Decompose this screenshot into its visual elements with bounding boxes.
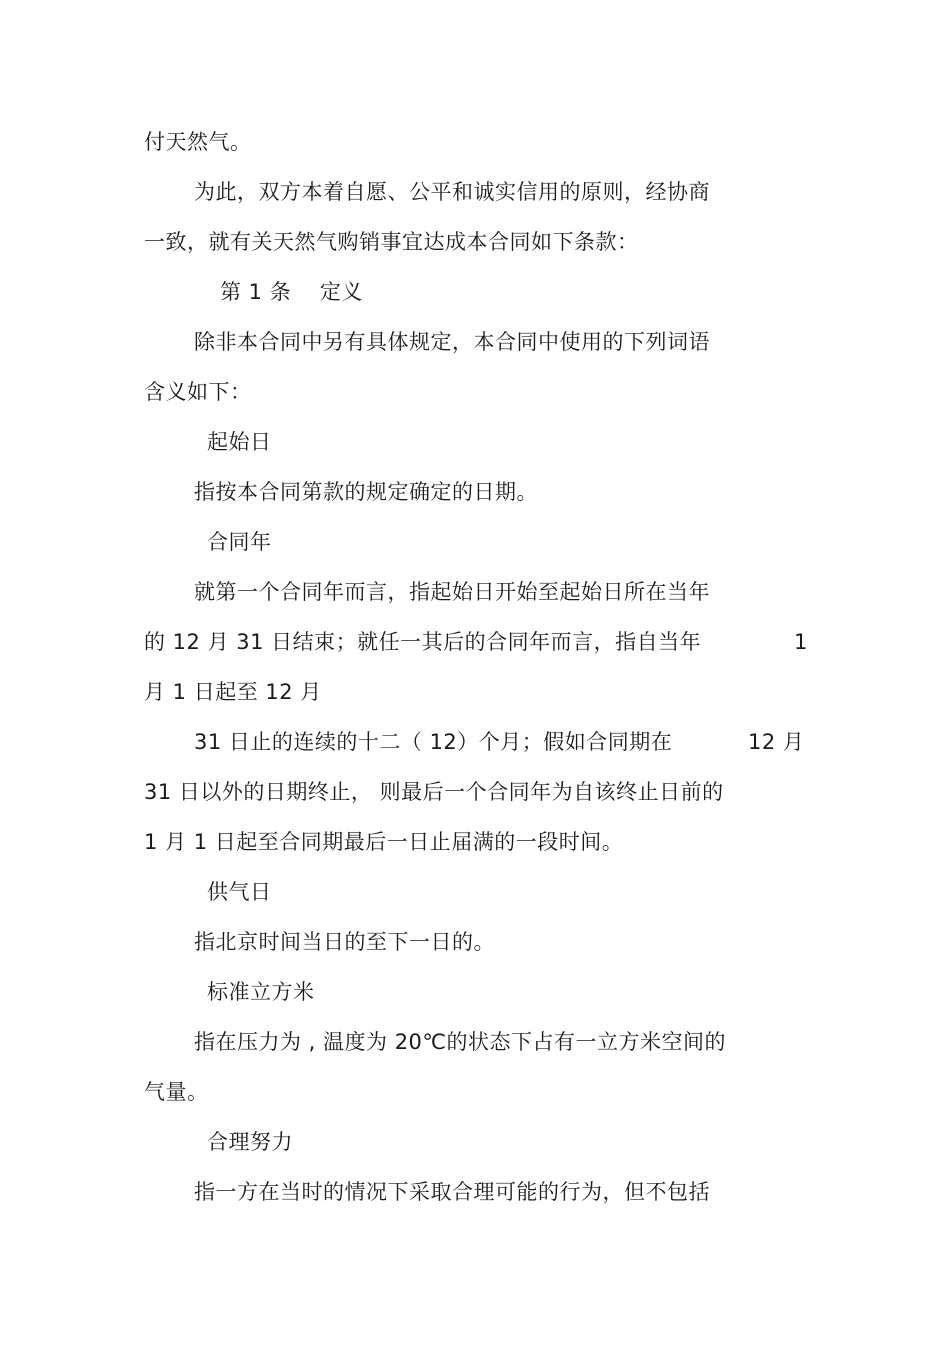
text-line: 为此，双方本着自愿、公平和诚实信用的原则，经协商 xyxy=(194,180,710,204)
text-line: 含义如下： xyxy=(144,380,252,404)
text-line: 除非本合同中另有具体规定，本合同中使用的下列词语 xyxy=(194,330,710,354)
text-line: 指一方在当时的情况下采取合理可能的行为，但不包括 xyxy=(194,1180,710,1204)
text-line: 月 1 日起至 12 月 xyxy=(144,680,322,704)
term-heading: 合同年 xyxy=(207,530,272,554)
text-line: 就第一个合同年而言，指起始日开始至起始日所在当年 xyxy=(194,580,710,604)
text-line: 气量。 xyxy=(144,1080,209,1104)
text-line: 的 12 月 31 日结束；就任一其后的合同年而言，指自当年 xyxy=(144,630,702,654)
text-line: 付天然气。 xyxy=(144,130,252,154)
term-heading: 起始日 xyxy=(207,430,272,454)
article-heading: 第 1 条 定义 xyxy=(220,280,363,304)
text-line: 1 xyxy=(794,630,808,654)
text-line: 1 月 1 日起至合同期最后一日止届满的一段时间。 xyxy=(144,830,624,854)
text-line: 31 日以外的日期终止， 则最后一个合同年为自该终止日前的 xyxy=(144,780,724,804)
text-line: 一致，就有关天然气购销事宜达成本合同如下条款： xyxy=(144,230,639,254)
text-line: 指北京时间当日的至下一日的。 xyxy=(194,930,495,954)
text-line: 12 月 xyxy=(748,730,805,754)
text-line: 31 日止的连续的十二（ 12）个月；假如合同期在 xyxy=(194,730,673,754)
text-line: 指按本合同第款的规定确定的日期。 xyxy=(194,480,538,504)
text-line: 指在压力为 , 温度为 20℃的状态下占有一立方米空间的 xyxy=(194,1030,727,1054)
term-heading: 供气日 xyxy=(207,880,272,904)
term-heading: 标准立方米 xyxy=(207,980,315,1004)
term-heading: 合理努力 xyxy=(207,1130,293,1154)
